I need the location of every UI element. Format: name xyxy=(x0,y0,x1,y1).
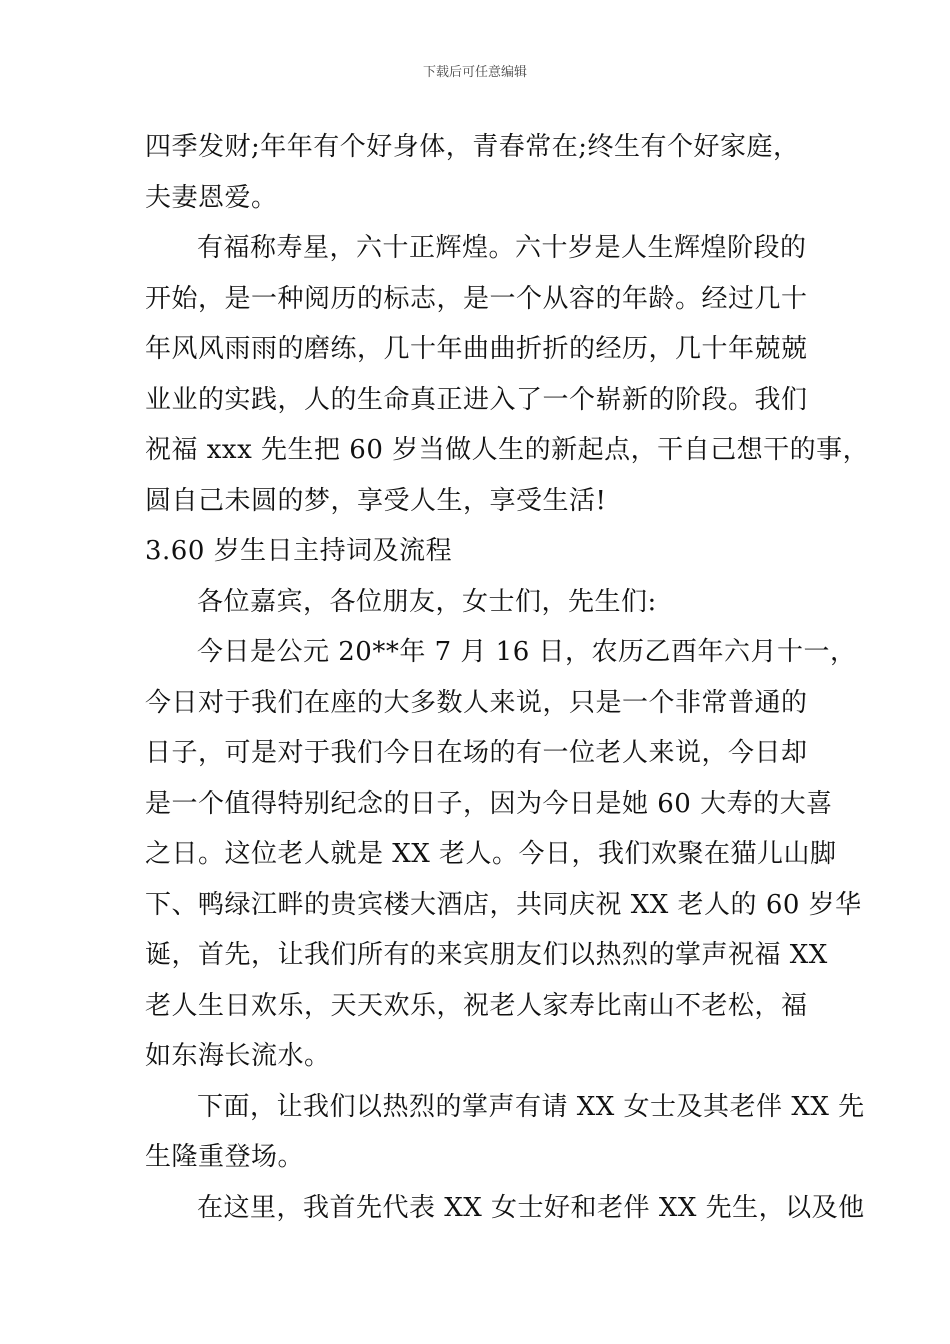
paragraph-start-line: 在这里，我首先代表 XX 女士好和老伴 XX 先生，以及他 xyxy=(197,1192,865,1223)
text-line: 业业的实践，人的生命真正进入了一个崭新的阶段。我们 xyxy=(145,384,808,415)
paragraph-start-line: 有福称寿星，六十正辉煌。六十岁是人生辉煌阶段的 xyxy=(197,233,807,263)
text-line: 夫妻恩爱。 xyxy=(145,182,278,213)
paragraph-start-line: 各位嘉宾，各位朋友，女士们，先生们: xyxy=(197,586,657,617)
text-line: 日子，可是对于我们今日在场的有一位老人来说，今日却 xyxy=(145,738,808,768)
text-line: 老人生日欢乐，天天欢乐，祝老人家寿比南山不老松，福 xyxy=(145,990,808,1021)
text-line: 之日。这位老人就是 XX 老人。今日，我们欢聚在猫儿山脚 xyxy=(145,839,837,869)
paragraph-start-line: 下面，让我们以热烈的掌声有请 XX 女士及其老伴 XX 先 xyxy=(197,1091,865,1122)
paragraph-start-line: 今日是公元 20**年 7 月 16 日，农历乙酉年六月十一， xyxy=(197,637,857,667)
text-line: 诞，首先，让我们所有的来宾朋友们以热烈的掌声祝福 XX xyxy=(145,940,828,970)
document-body xyxy=(145,122,870,1233)
text-line: 下、鸭绿江畔的贵宾楼大酒店，共同庆祝 XX 老人的 60 岁华 xyxy=(145,889,862,920)
text-line: 祝福 xxx 先生把 60 岁当做人生的新起点，干自己想干的事， xyxy=(145,435,870,465)
text-line: 是一个值得特别纪念的日子，因为今日是她 60 大寿的大喜 xyxy=(145,788,833,819)
page-header: 下载后可任意编辑 xyxy=(422,65,527,80)
text-line: 圆自己未圆的梦，享受人生，享受生活! xyxy=(145,485,607,516)
text-line: 生隆重登场。 xyxy=(145,1142,305,1172)
section-heading: 3.60 岁生日主持词及流程 xyxy=(145,536,453,566)
text-line: 年风风雨雨的磨练，几十年曲曲折折的经历，几十年兢兢 xyxy=(145,334,808,364)
text-line: 如东海长流水。 xyxy=(145,1041,331,1071)
text-line: 四季发财;年年有个好身体，青春常在;终生有个好家庭， xyxy=(145,132,800,162)
text-line: 今日对于我们在座的大多数人来说，只是一个非常普通的 xyxy=(145,687,808,718)
text-line: 开始，是一种阅历的标志，是一个从容的年龄。经过几十 xyxy=(145,283,808,314)
